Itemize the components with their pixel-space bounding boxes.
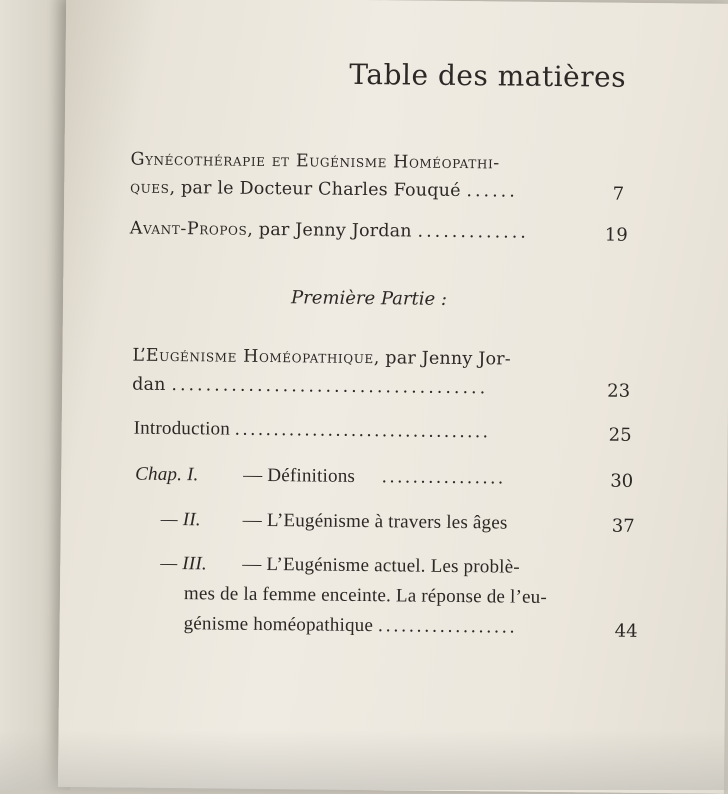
toc-entry-definitions: [243, 465, 506, 490]
toc-entry-gynecotherapie-line1: Gynécothérapie et Eugénisme Homéopathi-: [130, 150, 500, 174]
toc-chapter-number: — III.: [160, 553, 207, 575]
toc-entry-smallcaps: Eugénisme Homéopathique: [146, 346, 374, 368]
toc-chapter-number: Chap. I.: [135, 464, 199, 487]
part-heading: Première Partie :: [291, 287, 447, 310]
toc-leader-dots: .....................................: [171, 375, 488, 398]
toc-entry-label: Introduction: [134, 418, 231, 440]
page-title: Table des matières: [349, 58, 626, 94]
toc-entry-line2-rest: , par le Docteur Charles Fouqué: [169, 178, 460, 201]
toc-page-number: 23: [590, 380, 630, 401]
toc-leader-dots: .................................: [235, 419, 491, 443]
toc-page-number: 19: [588, 224, 628, 245]
book-page: [58, 0, 728, 794]
toc-entry-prefix: L’: [132, 346, 146, 366]
toc-entry-label: génisme homéopathique: [184, 613, 374, 636]
toc-entry-introduction: [134, 418, 491, 444]
toc-leader-dots: .............: [417, 222, 529, 243]
toc-entry-eugenisme-travers: — L’Eugénisme à travers les âges: [243, 510, 508, 535]
toc-entry-eugenisme-actuel-line1: — L’Eugénisme actuel. Les problè-: [242, 554, 520, 579]
toc-page-number: 30: [593, 470, 633, 491]
toc-leader-dots: ......: [466, 181, 518, 202]
toc-page-number: 25: [592, 424, 632, 445]
toc-entry-smallcaps: Avant-Propos: [130, 219, 248, 240]
toc-entry-label: — Définitions: [243, 465, 355, 487]
toc-leader-dots: ..................: [378, 615, 518, 637]
toc-entry-line2: dan: [132, 375, 166, 395]
toc-chapter-number: — II.: [161, 509, 201, 531]
toc-page-number: 7: [584, 183, 624, 204]
toc-entry-eugenisme-actuel-line3: [184, 613, 518, 638]
toc-entry-line2-smallcaps: ques: [130, 178, 170, 198]
toc-leader-dots: ................: [382, 466, 506, 488]
toc-entry-eugenisme-line1: [132, 346, 511, 370]
toc-page-number: 37: [595, 515, 635, 536]
toc-entry-eugenisme-line2: [132, 375, 488, 399]
toc-entry-rest: , par Jenny Jordan: [247, 220, 412, 242]
toc-entry-avant-propos: [130, 219, 529, 243]
toc-page-number: 44: [597, 620, 637, 641]
toc-entry-gynecotherapie-line2: [130, 178, 518, 202]
toc-entry-eugenisme-actuel-line2: mes de la femme enceinte. La réponse de l’eu-: [184, 583, 547, 609]
toc-entry-rest: , par Jenny Jor-: [374, 348, 511, 369]
